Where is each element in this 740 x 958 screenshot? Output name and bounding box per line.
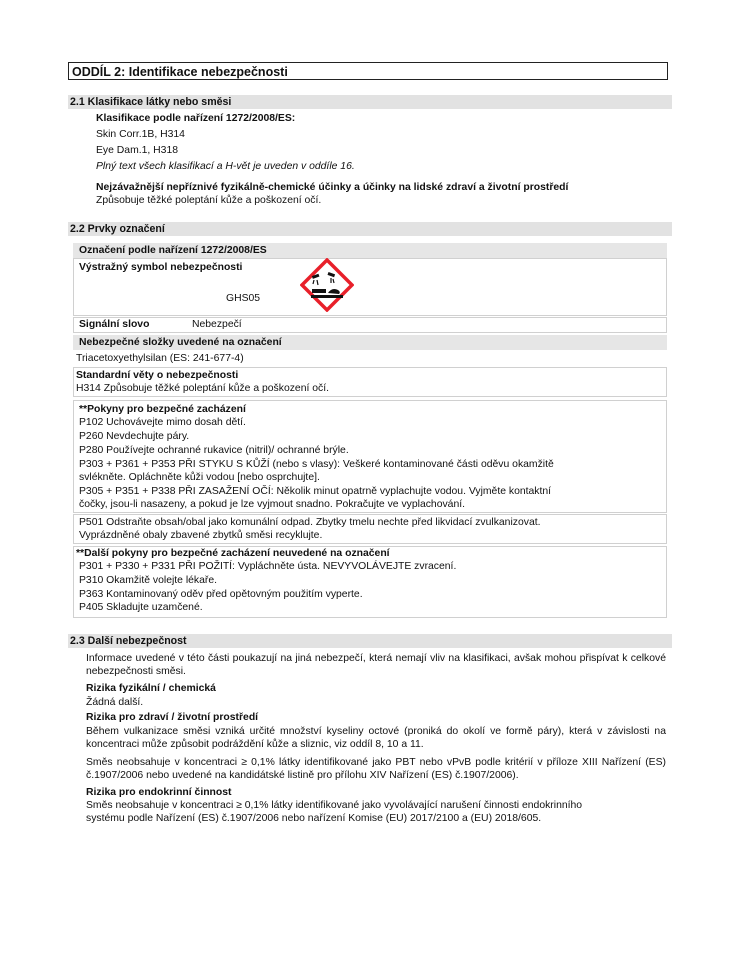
signal-box (73, 317, 667, 333)
classification-subheading: Klasifikace podle nařízení 1272/2008/ES: (96, 113, 296, 124)
classification-item: Eye Dam.1, H318 (96, 145, 179, 156)
effects-text: Způsobuje těžké poleptání kůže a poškození očí. (96, 195, 322, 206)
components-text: Triacetoxyethylsilan (ES: 241-677-4) (76, 353, 244, 364)
heading-2-2: 2.2 Prvky označení (68, 222, 672, 236)
components-heading: Nebezpečné složky uvedené na označení (79, 337, 282, 348)
extra-line: P363 Kontaminovaný oděv před opětovným použitím vyperte. (79, 589, 363, 600)
precaution-heading: **Pokyny pro bezpečné zacházení (79, 404, 246, 415)
hazard-heading: Standardní věty o nebezpečnosti (76, 370, 239, 381)
precaution-line: P280 Používejte ochranné rukavice (nitril)/ ochranné brýle. (79, 445, 349, 456)
extra-line: P405 Skladujte uzamčené. (79, 602, 203, 613)
ghs05-corrosion-icon (300, 258, 354, 312)
label-heading: Označení podle nařízení 1272/2008/ES (79, 245, 267, 256)
endo-line: Směs neobsahuje v koncentraci ≥ 0,1% látky identifikované jako vyvolávající narušení činnosti endokrinního (86, 800, 583, 811)
phys-heading: Rizika fyzikální / chemická (86, 683, 216, 694)
precaution-line: P260 Nevdechujte páry. (79, 431, 190, 442)
precaution-line: P102 Uchovávejte mimo dosah dětí. (79, 417, 246, 428)
signal-value: Nebezpečí (192, 319, 242, 330)
signal-label: Signální slovo (79, 319, 150, 330)
heading-2-3: 2.3 Další nebezpečnost (68, 634, 672, 648)
health-paragraph-2: Směs neobsahuje v koncentraci ≥ 0,1% látky identifikované jako PBT nebo vPvB podle kritérií v příloze XIII Nařízení (ES) č.1907/2006 nebo uvedené na kandidátské listině pro přílohu XIV Nařízení (ES) č.1907/2006). (86, 757, 666, 781)
disposal-line: Vyprázdněné obaly zbavené zbytků směsi recyklujte. (79, 530, 323, 541)
extra-line: P301 + P330 + P331 PŘI POŽITÍ: Vypláchněte ústa. NEVYVOLÁVEJTE zvracení. (79, 561, 457, 572)
health-heading: Rizika pro zdraví / životní prostředí (86, 712, 259, 723)
endo-line: systému podle Nařízení (ES) č.1907/2006 nebo nařízení Komise (EU) 2017/2100 a (EU) 2018/605. (86, 813, 542, 824)
endo-heading: Rizika pro endokrinní činnost (86, 787, 232, 798)
disposal-line: P501 Odstraňte obsah/obal jako komunální odpad. Zbytky tmelu nechte před likvidací zvulkanizovat. (79, 517, 541, 528)
hazard-text: H314 Způsobuje těžké poleptání kůže a poškození očí. (76, 383, 330, 394)
heading-2-1: 2.1 Klasifikace látky nebo směsi (68, 95, 672, 109)
symbol-heading: Výstražný symbol nebezpečnosti (79, 262, 243, 273)
precaution-line: P305 + P351 + P338 PŘI ZASAŽENÍ OČÍ: Několik minut opatrně vyplachujte vodou. Vyjměte kontaktní (79, 486, 552, 497)
health-paragraph-1: Během vulkanizace směsi vzniká určité množství kyseliny octové (proniká do okolí ve formě páry), která v závislosti na koncentraci může způsobit podráždění kůže a sliznic, viz oddíl 8, 10 a 11. (86, 726, 666, 750)
classification-item: Skin Corr.1B, H314 (96, 129, 185, 140)
classification-note: Plný text všech klasifikací a H-vět je uveden v oddíle 16. (96, 161, 355, 172)
precaution-line: P303 + P361 + P353 PŘI STYKU S KŮŽÍ (nebo s vlasy): Veškeré kontaminované části oděvu okamžitě (79, 459, 554, 470)
precaution-line: čočky, jsou-li nasazeny, a pokud je lze vyjmout snadno. Pokračujte ve vyplachování. (79, 499, 465, 510)
phys-text: Žádná další. (86, 697, 144, 708)
intro-text: Informace uvedené v této části poukazují na jiná nebezpečí, která nemají vliv na klasifikaci, avšak mohou přispívat k celkové nebezpečnosti směsi. (86, 653, 666, 677)
extra-heading: **Další pokyny pro bezpečné zacházení neuvedené na označení (76, 548, 390, 559)
effects-heading: Nejzávažnější nepříznivé fyzikálně-chemické účinky a účinky na lidské zdraví a životní prostředí (96, 182, 569, 193)
symbol-code: GHS05 (226, 293, 261, 304)
section-title: ODDÍL 2: Identifikace nebezpečnosti (68, 62, 668, 80)
precaution-line: svlékněte. Opláchněte kůži vodou [nebo osprchujte]. (79, 472, 320, 483)
extra-line: P310 Okamžitě volejte lékaře. (79, 575, 218, 586)
